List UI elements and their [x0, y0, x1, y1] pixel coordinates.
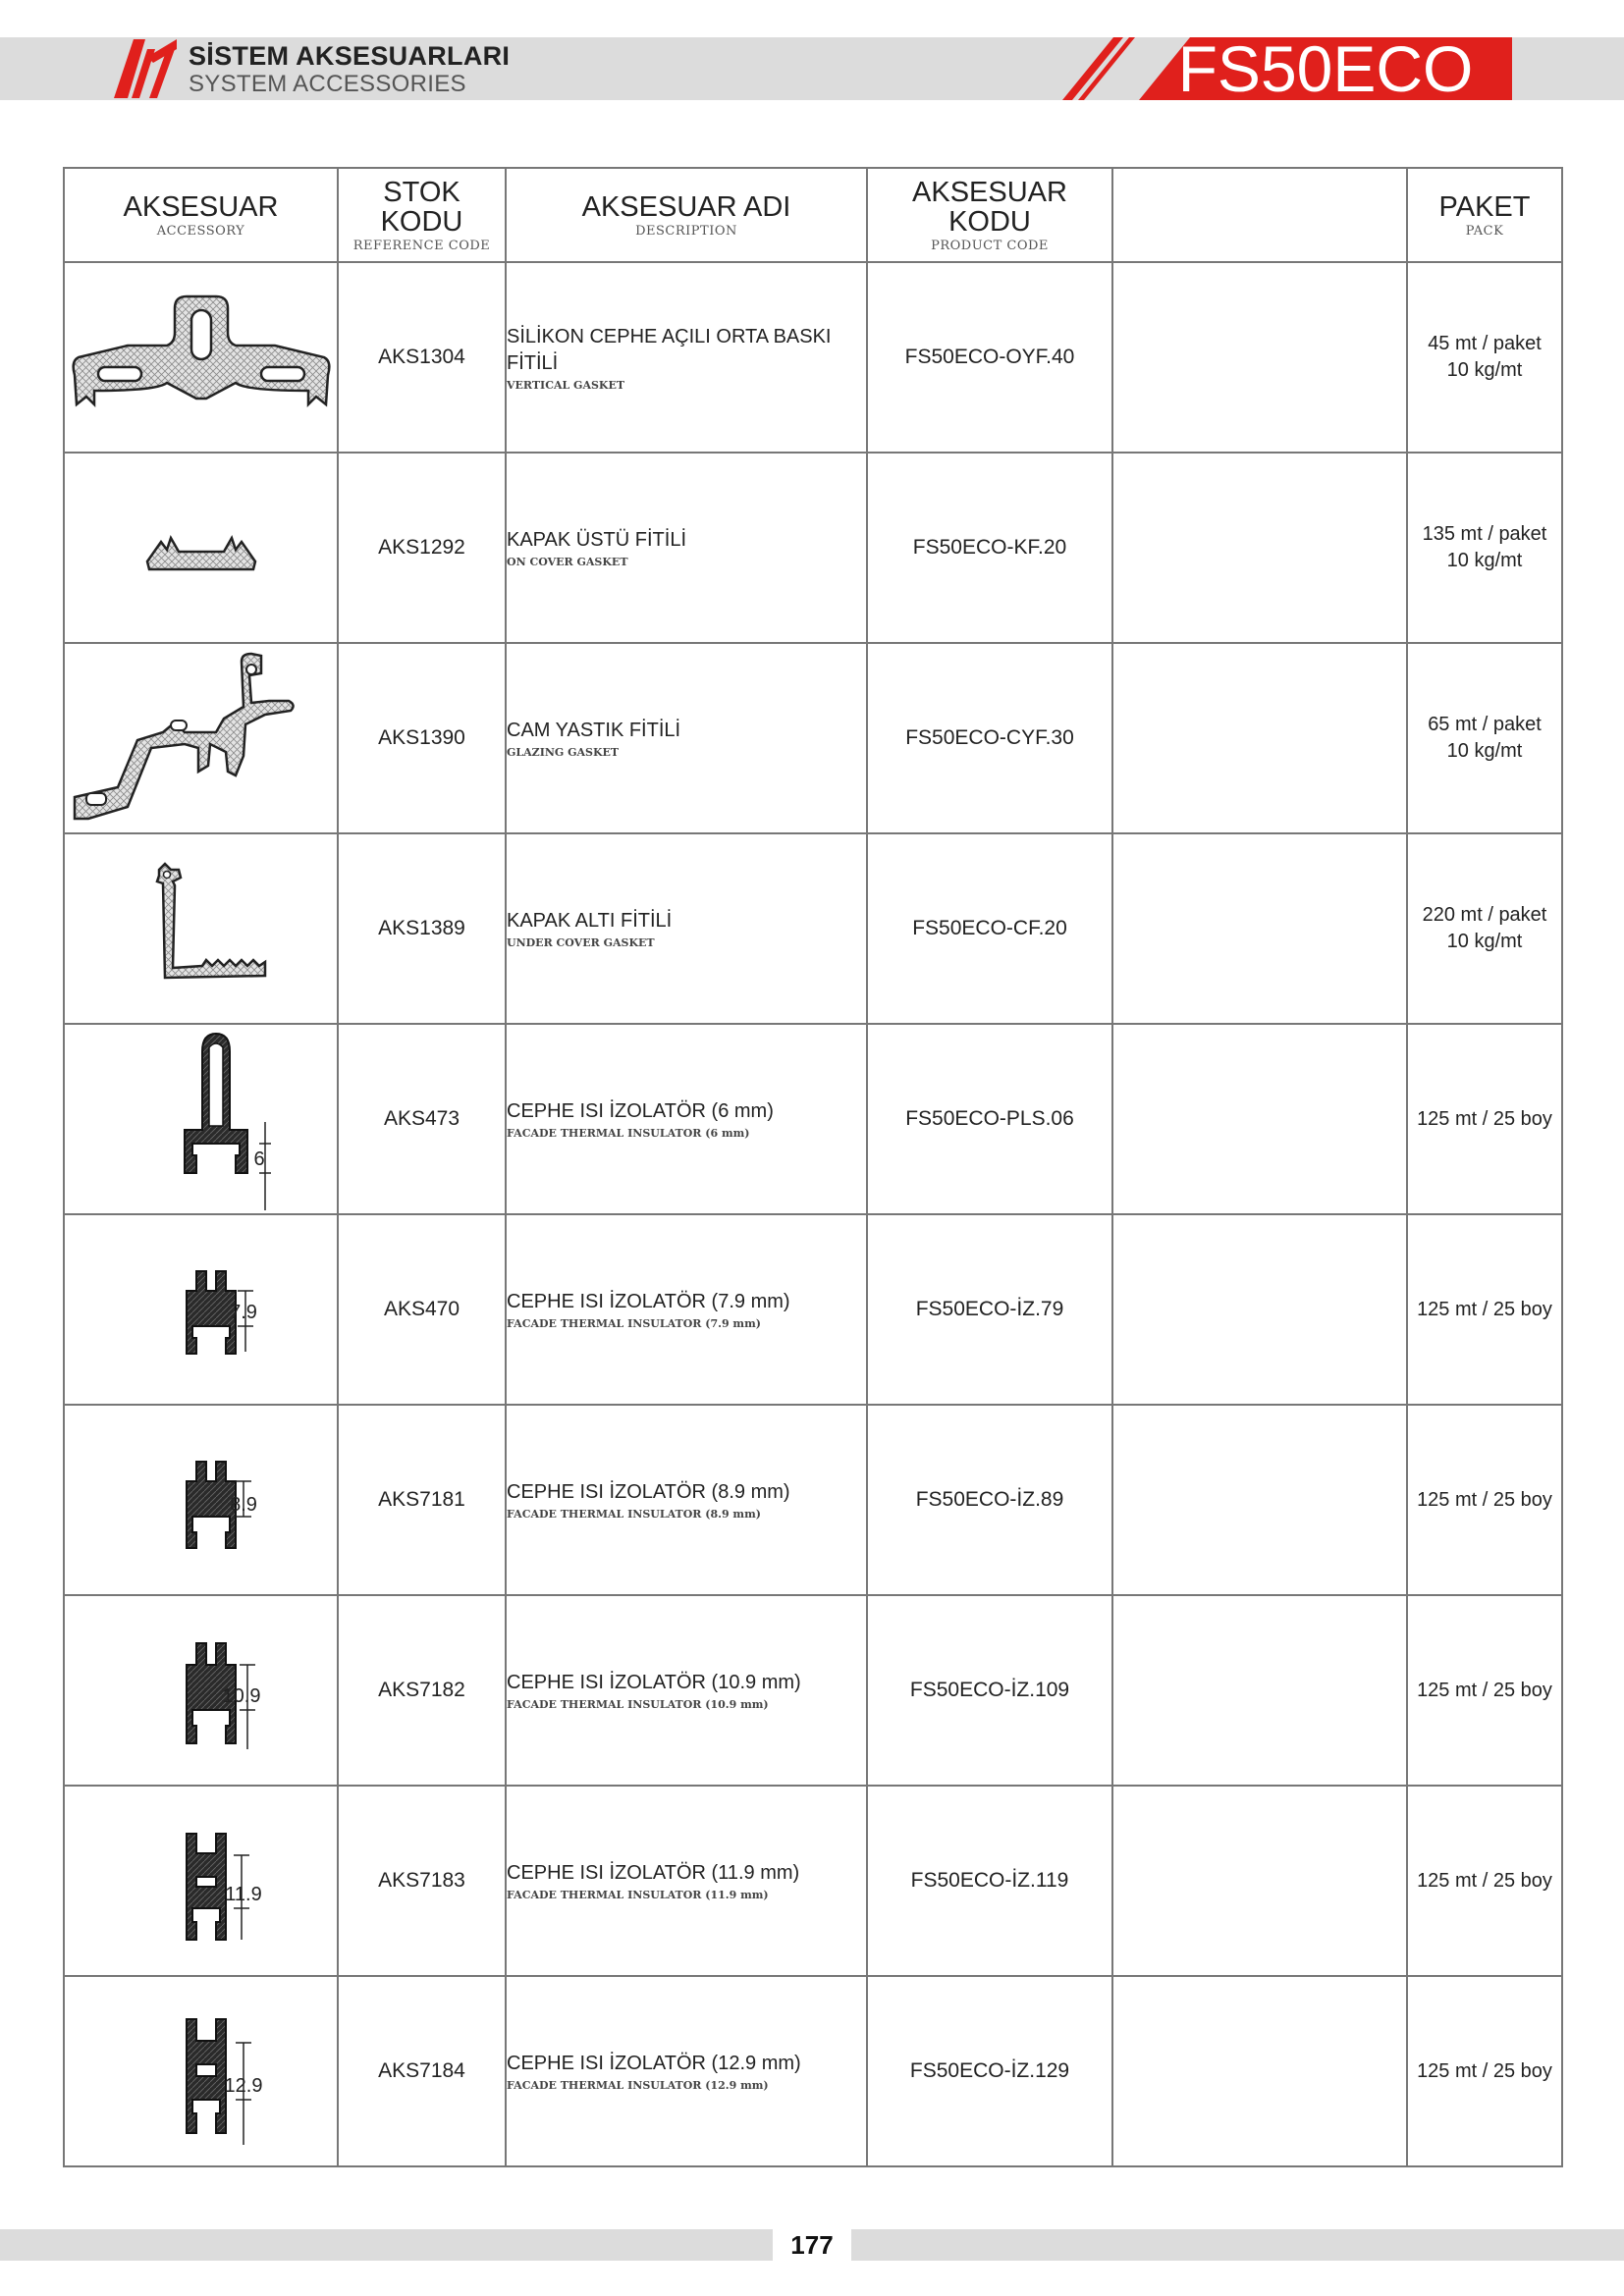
thermal-insulator-8-9-icon: [69, 1426, 334, 1574]
description-cell: [506, 1595, 867, 1786]
pack-cell: [1407, 1786, 1562, 1976]
description-cell: [506, 1405, 867, 1595]
dimension-label: 12.9: [224, 2075, 262, 2097]
pack-cell: [1407, 1214, 1562, 1405]
empty-cell: [1112, 453, 1407, 643]
accessory-image: [64, 262, 338, 453]
pack-length: 125 mt / 25 boy: [1417, 2059, 1552, 2082]
dimension-label: 10.9: [222, 1685, 260, 1707]
reference-code: AKS7184: [338, 1976, 506, 2166]
table-header-row: [64, 168, 1562, 262]
dimension-label: 7.9: [229, 1302, 257, 1323]
empty-cell: [1112, 1405, 1407, 1595]
pack-weight: 10 kg/mt: [1446, 550, 1523, 571]
empty-cell: [1112, 1976, 1407, 2166]
under-cover-gasket-icon: [69, 860, 334, 997]
pack-cell: [1407, 643, 1562, 833]
table-row: [64, 453, 1562, 643]
vertical-gasket-icon: [69, 289, 334, 426]
description-cell: [506, 1976, 867, 2166]
pack-length: 65 mt / paket: [1428, 714, 1542, 735]
pack-cell: [1407, 453, 1562, 643]
accessory-image: [64, 833, 338, 1024]
reference-code: AKS470: [338, 1214, 506, 1405]
table-row: [64, 1595, 1562, 1786]
description-en: FACADE THERMAL INSULATOR (8.9 mm): [507, 1508, 761, 1521]
empty-cell: [1112, 1595, 1407, 1786]
description-cell: [506, 1214, 867, 1405]
description-en: UNDER COVER GASKET: [507, 936, 655, 949]
thermal-insulator-12-9-icon: [69, 1988, 334, 2155]
description-text: CEPHE ISI İZOLATÖR (12.9 mm): [507, 2053, 801, 2074]
reference-code: AKS473: [338, 1024, 506, 1214]
thermal-insulator-10-9-icon: [69, 1612, 334, 1769]
product-code: FS50ECO-PLS.06: [867, 1024, 1112, 1214]
description-en: FACADE THERMAL INSULATOR (10.9 mm): [507, 1698, 769, 1711]
pack-length: 125 mt / 25 boy: [1417, 1679, 1552, 1701]
description-text: CEPHE ISI İZOLATÖR (7.9 mm): [507, 1291, 790, 1312]
description-text: CEPHE ISI İZOLATÖR (10.9 mm): [507, 1672, 801, 1693]
reference-code: AKS1304: [338, 262, 506, 453]
pack-weight: 10 kg/mt: [1446, 359, 1523, 381]
product-code: FS50ECO-İZ.129: [867, 1976, 1112, 2166]
col-header-reference-code: STOK KODU REFERENCE CODE: [338, 168, 506, 262]
reference-code: AKS1390: [338, 643, 506, 833]
accessory-image: [64, 1405, 338, 1595]
description-cell: [506, 262, 867, 453]
col-header-accessory: AKSESUAR ACCESSORY: [64, 168, 338, 262]
accessory-image: [64, 1976, 338, 2166]
accessories-table: [63, 167, 1563, 2167]
reference-code: AKS1389: [338, 833, 506, 1024]
description-text: KAPAK ÜSTÜ FİTİLİ: [507, 529, 686, 551]
pack-cell: [1407, 1024, 1562, 1214]
dimension-label: 6: [252, 1148, 265, 1170]
description-en: GLAZING GASKET: [507, 746, 620, 759]
table-row: [64, 833, 1562, 1024]
accessory-image: [64, 1595, 338, 1786]
company-logo: [110, 35, 181, 100]
pack-cell: [1407, 1405, 1562, 1595]
description-text: CEPHE ISI İZOLATÖR (6 mm): [507, 1100, 774, 1122]
empty-cell: [1112, 1214, 1407, 1405]
product-code: FS50ECO-KF.20: [867, 453, 1112, 643]
dimension-label: 11.9: [224, 1884, 262, 1905]
description-en: ON COVER GASKET: [507, 556, 628, 568]
pack-cell: [1407, 262, 1562, 453]
description-cell: [506, 833, 867, 1024]
pack-weight: 10 kg/mt: [1446, 740, 1523, 762]
pack-length: 125 mt / 25 boy: [1417, 1869, 1552, 1892]
description-cell: [506, 643, 867, 833]
product-code: FS50ECO-CYF.30: [867, 643, 1112, 833]
col-header-empty: [1112, 168, 1407, 262]
thermal-insulator-7-9-icon: [69, 1236, 334, 1383]
description-en: VERTICAL GASKET: [507, 378, 625, 392]
product-code: FS50ECO-OYF.40: [867, 262, 1112, 453]
pack-length: 125 mt / 25 boy: [1417, 1298, 1552, 1320]
reference-code: AKS7183: [338, 1786, 506, 1976]
product-code: FS50ECO-CF.20: [867, 833, 1112, 1024]
accessory-image: [64, 643, 338, 833]
product-code: FS50ECO-İZ.109: [867, 1595, 1112, 1786]
table-row: [64, 262, 1562, 453]
product-code: FS50ECO-İZ.89: [867, 1405, 1112, 1595]
description-cell: [506, 453, 867, 643]
table-row: [64, 1024, 1562, 1214]
col-header-pack: PAKET PACK: [1407, 168, 1562, 262]
product-code: FS50ECO-İZ.79: [867, 1214, 1112, 1405]
empty-cell: [1112, 643, 1407, 833]
description-text: CEPHE ISI İZOLATÖR (8.9 mm): [507, 1481, 790, 1503]
pack-length: 125 mt / 25 boy: [1417, 1107, 1552, 1130]
accessory-image: [64, 1214, 338, 1405]
thermal-insulator-6-icon: [69, 1028, 334, 1210]
brand-subtitle: SYSTEM ACCESSORIES: [189, 71, 466, 97]
brand-title: SİSTEM AKSESUARLARI: [189, 41, 511, 71]
page-number: 177: [773, 2228, 851, 2262]
pack-cell: [1407, 1595, 1562, 1786]
reference-code: AKS1292: [338, 453, 506, 643]
accessory-image: [64, 453, 338, 643]
description-en: FACADE THERMAL INSULATOR (7.9 mm): [507, 1317, 761, 1330]
col-header-product-code: AKSESUAR KODU PRODUCT CODE: [867, 168, 1112, 262]
table-row: [64, 643, 1562, 833]
empty-cell: [1112, 262, 1407, 453]
table-row: [64, 1405, 1562, 1595]
series-name: FS50ECO: [1177, 32, 1474, 105]
table-row: [64, 1786, 1562, 1976]
table-row: [64, 1976, 1562, 2166]
reference-code: AKS7181: [338, 1405, 506, 1595]
on-cover-gasket-icon: [69, 479, 334, 616]
accessory-image: [64, 1024, 338, 1214]
pack-length: 125 mt / 25 boy: [1417, 1488, 1552, 1511]
description-en: FACADE THERMAL INSULATOR (12.9 mm): [507, 2079, 769, 2092]
reference-code: AKS7182: [338, 1595, 506, 1786]
pack-cell: [1407, 1976, 1562, 2166]
pack-cell: [1407, 833, 1562, 1024]
empty-cell: [1112, 1786, 1407, 1976]
description-text: SİLİKON CEPHE AÇILI ORTA BASKI FİTİLİ: [507, 325, 832, 374]
glazing-gasket-icon: [69, 650, 334, 827]
description-text: CEPHE ISI İZOLATÖR (11.9 mm): [507, 1862, 800, 1884]
pack-length: 45 mt / paket: [1428, 333, 1542, 354]
table-row: [64, 1214, 1562, 1405]
description-text: KAPAK ALTI FİTİLİ: [507, 910, 673, 932]
description-cell: [506, 1024, 867, 1214]
accessory-image: [64, 1786, 338, 1976]
description-text: CAM YASTIK FİTİLİ: [507, 720, 681, 741]
description-cell: [506, 1786, 867, 1976]
col-header-description: AKSESUAR ADI DESCRIPTION: [506, 168, 867, 262]
pack-length: 135 mt / paket: [1422, 523, 1547, 545]
thermal-insulator-11-9-icon: [69, 1802, 334, 1959]
empty-cell: [1112, 833, 1407, 1024]
product-code: FS50ECO-İZ.119: [867, 1786, 1112, 1976]
description-en: FACADE THERMAL INSULATOR (6 mm): [507, 1127, 750, 1140]
pack-length: 220 mt / paket: [1422, 904, 1547, 926]
pack-weight: 10 kg/mt: [1446, 931, 1523, 952]
dimension-label: 8.9: [229, 1494, 257, 1516]
empty-cell: [1112, 1024, 1407, 1214]
description-en: FACADE THERMAL INSULATOR (11.9 mm): [507, 1889, 769, 1901]
